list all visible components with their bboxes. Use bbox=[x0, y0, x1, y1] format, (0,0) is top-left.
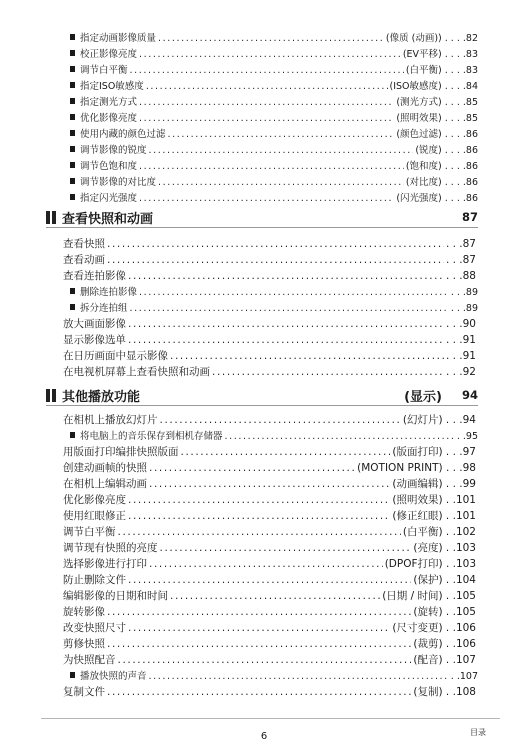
toc-entry[interactable]: 将电脑上的音乐保存到相机存储器 ..... . . .95 bbox=[70, 428, 478, 442]
toc-entry[interactable]: 显示影像选单 ..... . . .91 bbox=[63, 332, 476, 347]
toc-entry[interactable]: 调节白平衡 ..... (白平衡) . . . .83 bbox=[70, 62, 478, 76]
bullet-square-icon bbox=[70, 288, 75, 294]
toc-entry[interactable]: 指定ISO敏感度 ..... (ISO敏感度) . . . .84 bbox=[70, 78, 478, 92]
section-title: 查看快照和动画 bbox=[62, 211, 154, 227]
toc-entry[interactable]: 指定测光方式 ..... (测光方式) . . . .85 bbox=[70, 94, 478, 108]
toc-entry[interactable]: 在相机上编辑动画 ..... (动画编辑) . . .99 bbox=[63, 476, 476, 491]
toc-entry[interactable]: 调节白平衡 ..... (白平衡) . .102 bbox=[63, 524, 476, 539]
toc-entry[interactable]: 使用红眼修正 ..... (修正红眼) . .101 bbox=[63, 508, 476, 523]
toc-entry[interactable]: 校正影像亮度 ..... (EV平移) . . . .83 bbox=[70, 46, 478, 60]
toc-entry[interactable]: 播放快照的声音 ..... . .107 bbox=[70, 668, 478, 682]
section-page-number: 94 bbox=[461, 388, 478, 402]
section-header[interactable] bbox=[46, 207, 478, 228]
toc-entry[interactable]: 调节现有快照的亮度 ..... (亮度) . .103 bbox=[63, 540, 476, 555]
toc-entry[interactable]: 改变快照尺寸 ..... (尺寸变更) . .106 bbox=[63, 620, 476, 635]
bullet-square-icon bbox=[70, 82, 75, 88]
toc-entry[interactable]: 指定动画影像质量 ..... (像质 (动画)) . . . .82 bbox=[70, 30, 478, 44]
bullet-square-icon bbox=[70, 304, 75, 310]
bullet-square-icon bbox=[70, 672, 75, 678]
bullet-square-icon bbox=[70, 432, 75, 438]
toc-entry[interactable]: 删除连拍影像 ..... . . .89 bbox=[70, 284, 478, 298]
toc-entry[interactable]: 创建动画帧的快照 ..... (MOTION PRINT) . . .98 bbox=[63, 460, 476, 475]
toc-entry[interactable]: 放大画面影像 ..... . . .90 bbox=[63, 316, 476, 331]
bullet-square-icon bbox=[70, 34, 75, 40]
toc-entry[interactable]: 拆分连拍组 ..... . . .89 bbox=[70, 300, 478, 314]
toc-entry[interactable]: 优化影像亮度 ..... (照明效果) . .101 bbox=[63, 492, 476, 507]
section-header[interactable] bbox=[46, 385, 478, 406]
bullet-square-icon bbox=[70, 50, 75, 56]
toc-entry[interactable]: 旋转影像 ..... (旋转) . .105 bbox=[63, 604, 476, 619]
toc-entry[interactable]: 调节影像的锐度 ..... (锐度) . . . .86 bbox=[70, 142, 478, 156]
section-subtitle: (显示) bbox=[404, 389, 442, 405]
toc-entry[interactable]: 查看连拍影像 ..... . . .88 bbox=[63, 268, 476, 283]
toc-entry[interactable]: 在电视机屏幕上查看快照和动画 ..... . . .92 bbox=[63, 364, 476, 379]
toc-entry[interactable]: 调节影像的对比度 ..... (对比度) . . . .86 bbox=[70, 174, 478, 188]
toc-entry[interactable]: 查看动画 ..... . . .87 bbox=[63, 252, 476, 267]
toc-entry[interactable]: 为快照配音 ..... (配音) . .107 bbox=[63, 652, 476, 667]
toc-entry[interactable]: 用版面打印编排快照版面 ..... (版面打印) . . .97 bbox=[63, 444, 476, 459]
toc-entry[interactable]: 编辑影像的日期和时间 ..... (日期 / 时间) . .105 bbox=[63, 588, 476, 603]
toc-entry[interactable]: 复制文件 ..... (复制) . .108 bbox=[63, 684, 476, 699]
section-title: 其他播放功能 bbox=[62, 389, 141, 405]
toc-entry[interactable]: 使用内藏的颜色过滤 ..... (颜色过滤) . . . .86 bbox=[70, 126, 478, 140]
toc-entry[interactable]: 剪修快照 ..... (裁剪) . .106 bbox=[63, 636, 476, 651]
bullet-square-icon bbox=[70, 194, 75, 200]
toc-entry[interactable]: 防止删除文件 ..... (保护) . .104 bbox=[63, 572, 476, 587]
toc-entry[interactable]: 调节色饱和度 ..... (饱和度) . . . .86 bbox=[70, 158, 478, 172]
toc-entry[interactable]: 选择影像进行打印 ..... (DPOF打印) . .103 bbox=[63, 556, 476, 571]
bullet-square-icon bbox=[70, 98, 75, 104]
footer-divider bbox=[41, 718, 500, 719]
bullet-square-icon bbox=[70, 178, 75, 184]
bullet-square-icon bbox=[70, 146, 75, 152]
bullet-square-icon bbox=[70, 162, 75, 168]
section-marker-icon bbox=[46, 389, 56, 402]
footer-toc-label: 目录 bbox=[470, 728, 486, 737]
bullet-square-icon bbox=[70, 130, 75, 136]
section-marker-icon bbox=[46, 211, 56, 224]
toc-entry[interactable]: 指定闪光强度 ..... (闪光强度) . . . .86 bbox=[70, 190, 478, 204]
toc-entry[interactable]: 在相机上播放幻灯片 ..... (幻灯片) . . .94 bbox=[63, 412, 476, 427]
toc-entry[interactable]: 查看快照 ..... . . .87 bbox=[63, 236, 476, 251]
bullet-square-icon bbox=[70, 114, 75, 120]
bullet-square-icon bbox=[70, 66, 75, 72]
section-page-number: 87 bbox=[461, 210, 478, 224]
toc-entry[interactable]: 优化影像亮度 ..... (照明效果) . . . .85 bbox=[70, 110, 478, 124]
footer-page-number: 6 bbox=[260, 731, 268, 742]
toc-entry[interactable]: 在日历画面中显示影像 ..... . . .91 bbox=[63, 348, 476, 363]
